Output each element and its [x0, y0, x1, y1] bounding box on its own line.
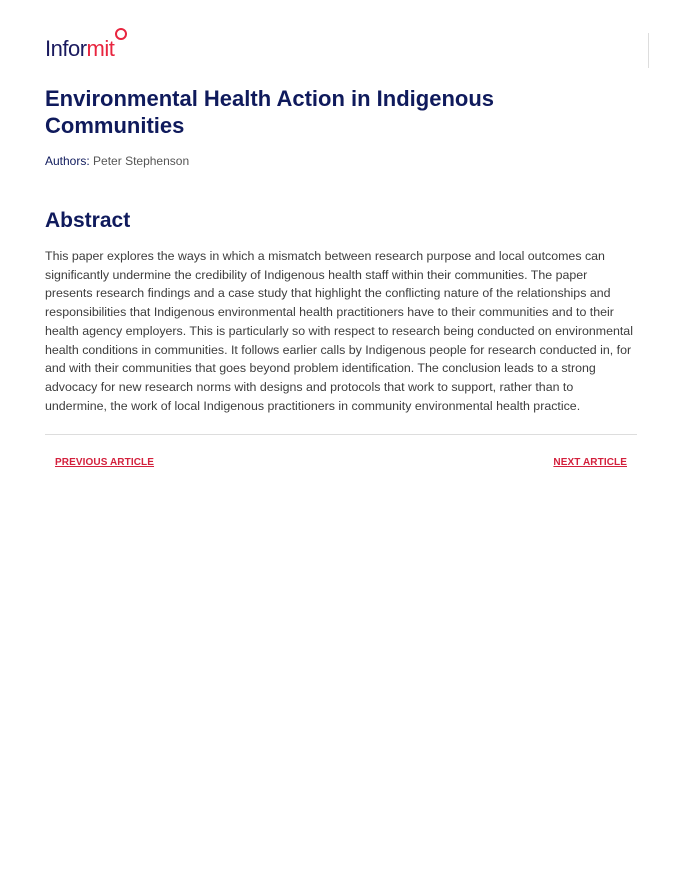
article-title: Environmental Health Action in Indigenous Communities [45, 86, 494, 138]
author-name[interactable]: Peter Stephenson [93, 154, 190, 168]
logo-ring-icon [115, 28, 127, 40]
abstract-heading: Abstract [45, 209, 131, 232]
logo-text-mit: mit [86, 36, 115, 61]
article-page [45, 30, 637, 468]
informit-logo[interactable] [45, 30, 637, 60]
previous-article-link[interactable]: PREVIOUS ARTICLE [55, 457, 155, 469]
authors-label: Authors: [45, 154, 90, 168]
article-navigation [45, 435, 637, 468]
abstract-text: This paper explores the ways in which a mismatch between research purpose and local outcomes can significantly undermine the credibility of Indigenous health staff within their communities. The paper presents research findings and a case study that highlight the conflicting nature of the relationships and responsibilities that Indigenous environmental health practitioners have to their communities and to their health agency employers. This is particularly so with respect to research being conducted on environmental health conditions in communities. It follows earlier calls by Indigenous people for research conducted in, for and with their communities that goes beyond problem identification. The conclusion leads to a strong advocacy for new research norms with designs and protocols that work to support, rather than to undermine, the work of local Indigenous practitioners in community environmental health practice. [45, 249, 633, 413]
header-divider [648, 33, 649, 68]
authors-line [45, 154, 637, 168]
next-article-link[interactable]: NEXT ARTICLE [553, 457, 627, 469]
logo-text-infor: Infor [45, 36, 87, 61]
